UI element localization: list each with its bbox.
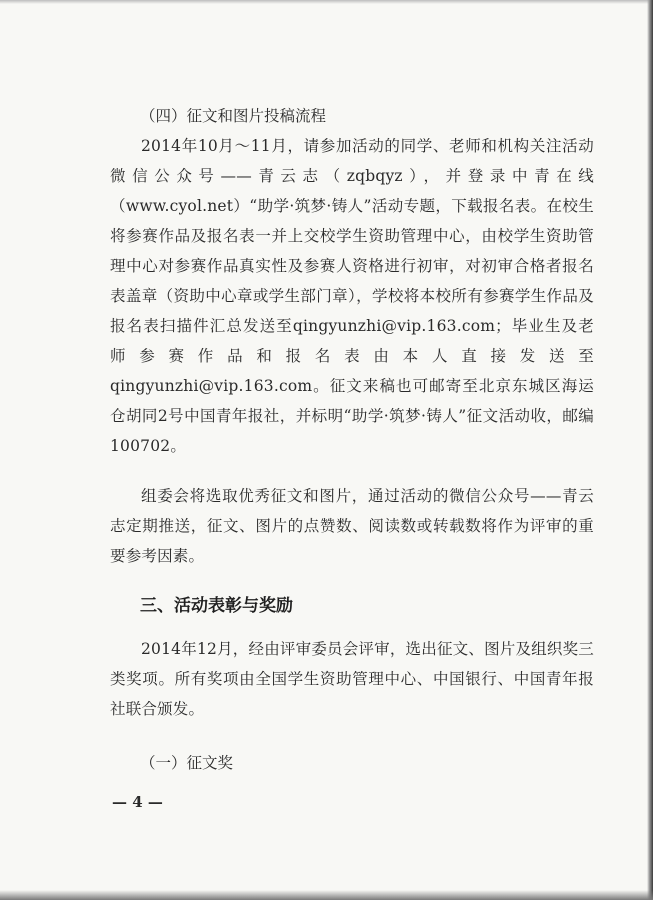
- body-section-awards: [110, 634, 594, 724]
- scan-edge-top: [0, 0, 653, 4]
- scan-edge-right: [647, 0, 653, 900]
- paragraph-submission-details: 2014年10月～11月，请参加活动的同学、老师和机构关注活动微信公众号——青云志（zqbqyz），并登录中青在线（www.cyol.net）“助学·筑梦·铸人”活动专题，下载报名表。在校生将参赛作品及报名表一并上交校学生资助管理中心，由校学生资助管理中心对参赛作品真实性及参赛人资格进行初审，对初审合格者报名表盖章（资助中心章或学生部门章），学校将本校所有参赛学生作品及报名表扫描件汇总发送至qingyunzhi@vip.163.com；毕业生及老师参赛作品和报名表由本人直接发送至qingyunzhi@vip.163.com。征文来稿也可邮寄至北京东城区海运仓胡同2号中国青年报社，并标明“助学·筑梦·铸人”征文活动收，邮编100702。: [110, 137, 594, 455]
- paragraph-awards: 2014年12月，经由评审委员会评审，选出征文、图片及组织奖三类奖项。所有奖项由全国学生资助管理中心、中国银行、中国青年报社联合颁发。: [110, 640, 594, 718]
- body-section-submission: [110, 131, 594, 461]
- body-section-selection: [110, 481, 594, 571]
- paragraph-selection: 组委会将选取优秀征文和图片，通过活动的微信公众号——青云志定期推送，征文、图片的点赞数、阅读数或转载数将作为评审的重要参考因素。: [110, 487, 594, 565]
- page-number: — 4 —: [112, 793, 163, 811]
- scan-edge-bottom: [0, 890, 653, 900]
- section-heading-awards: 三、活动表彰与奖励: [140, 596, 293, 616]
- subheading-essay-award: （一）征文奖: [140, 754, 234, 772]
- subheading-submission-process: （四）征文和图片投稿流程: [140, 107, 327, 125]
